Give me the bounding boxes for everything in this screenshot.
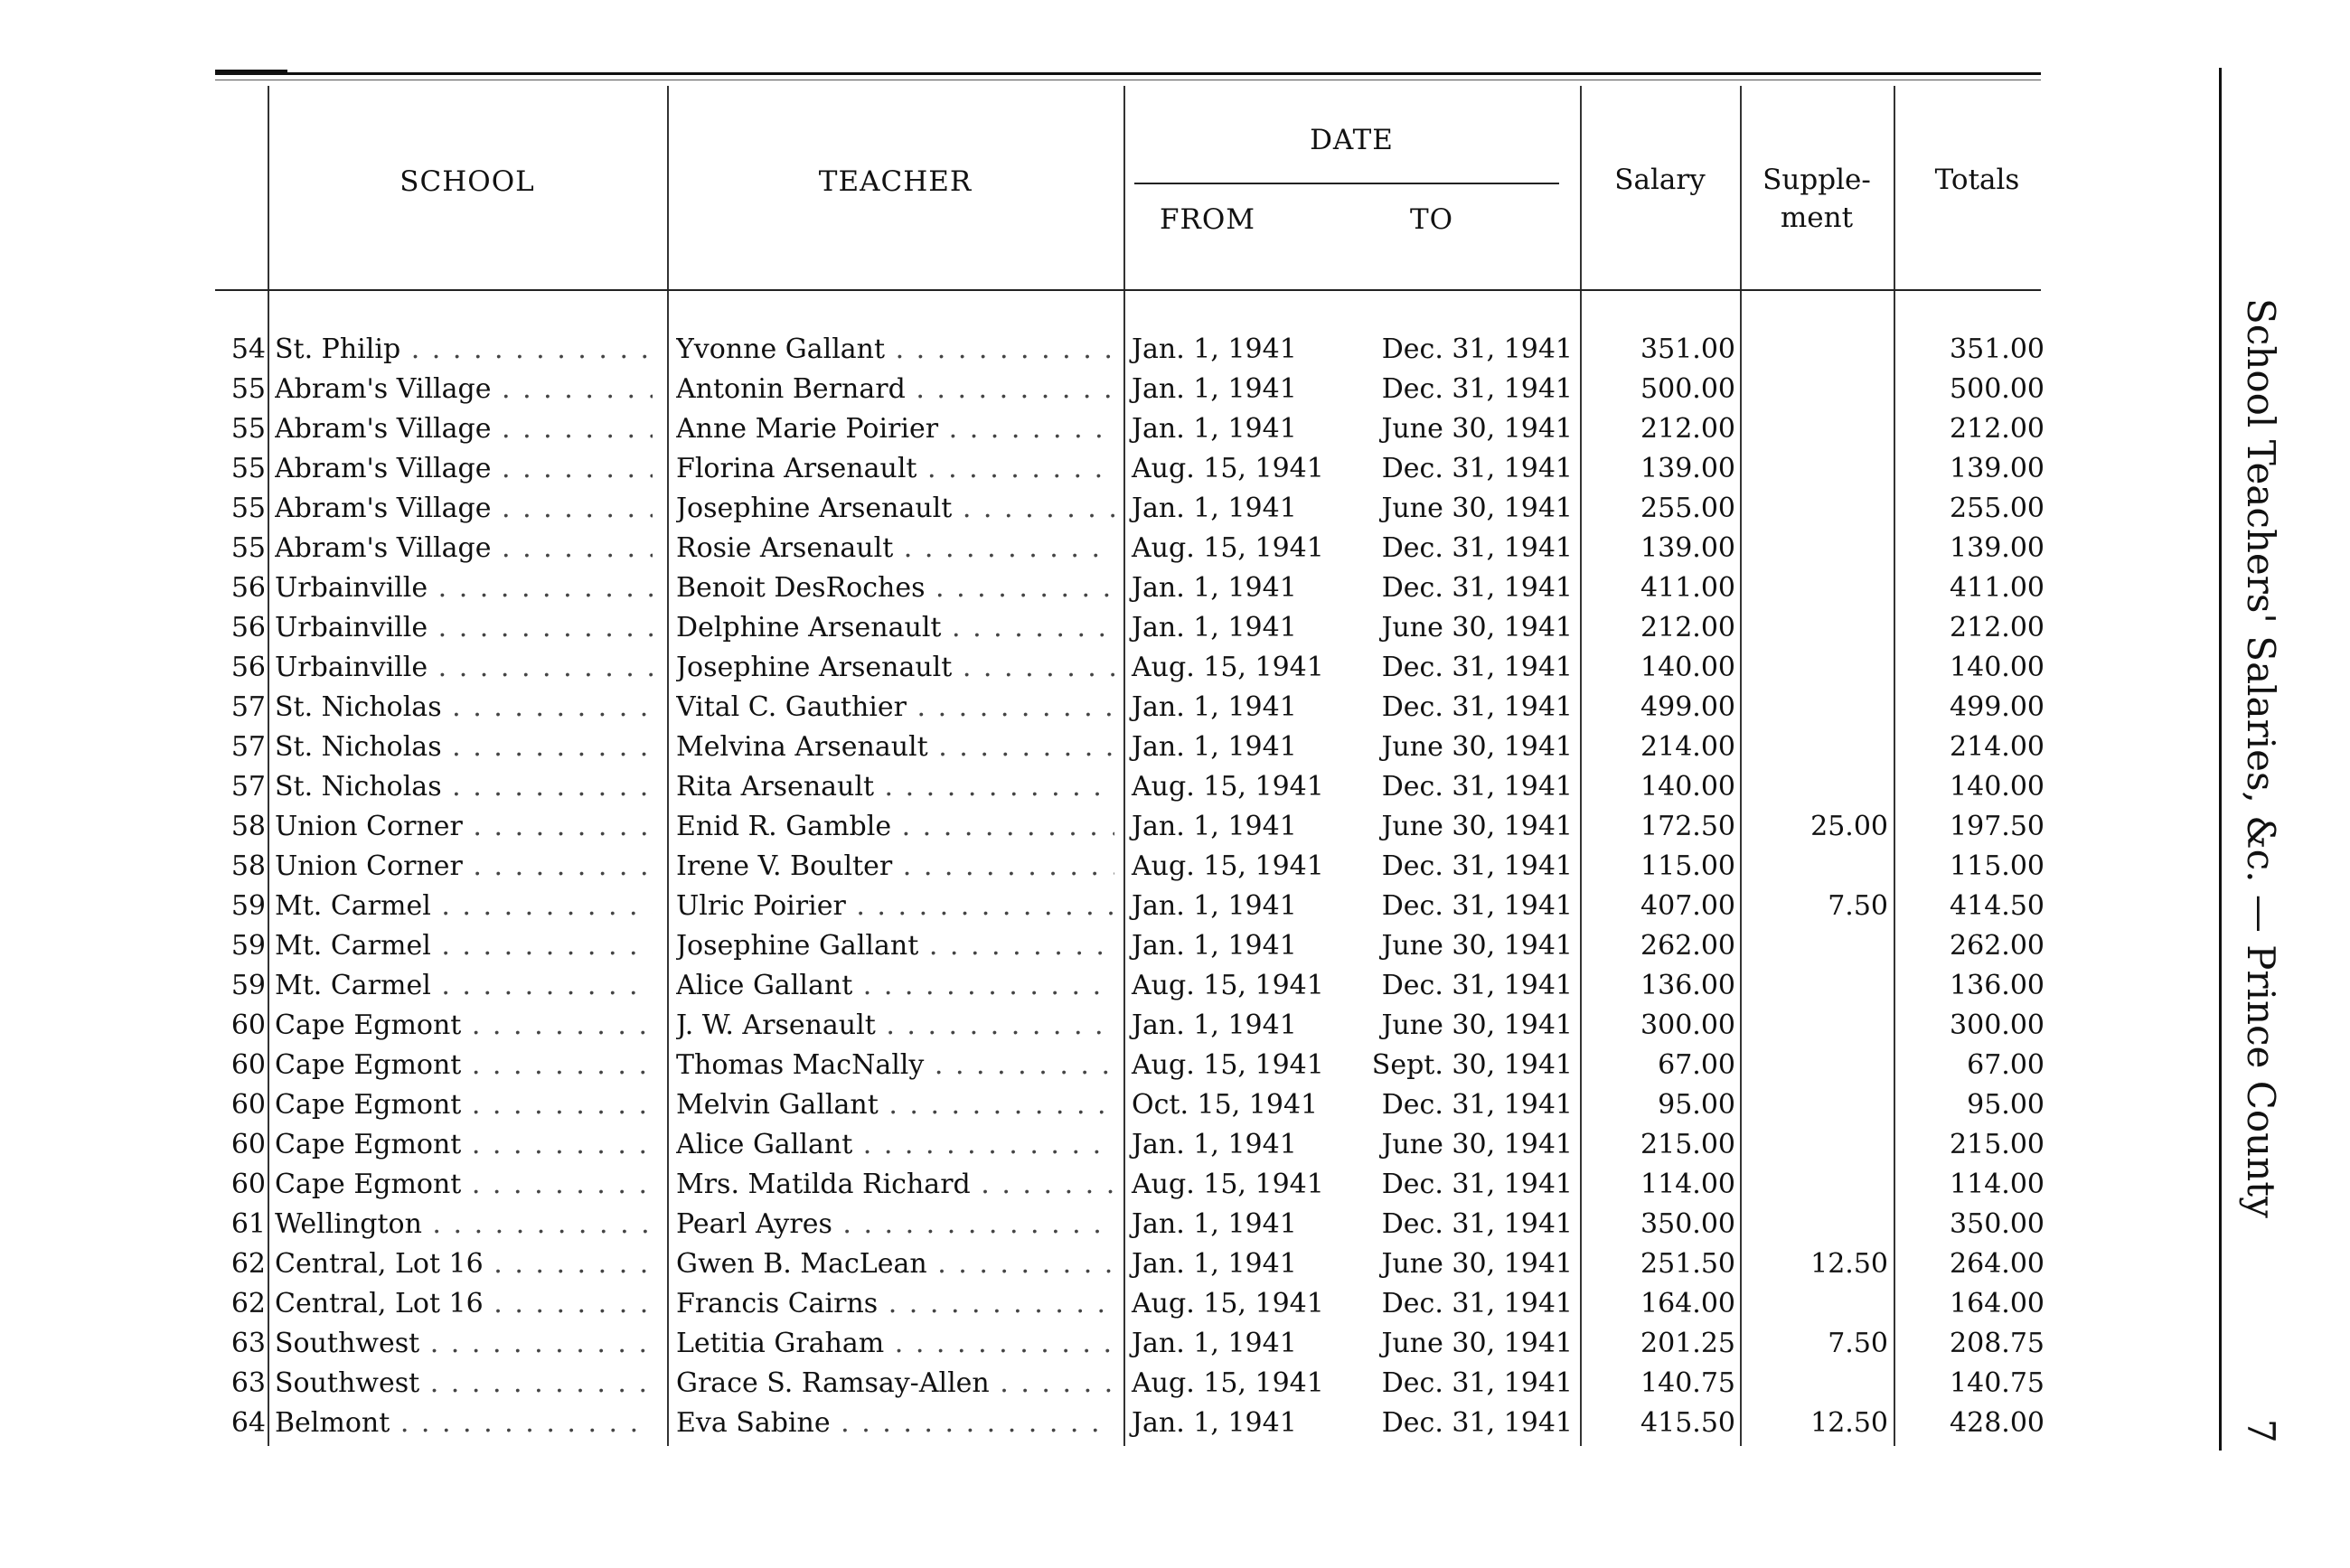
- salary-value: 212.00: [1640, 413, 1735, 445]
- row-number: 61: [230, 1208, 266, 1240]
- date-from: Jan. 1, 1941: [1132, 612, 1297, 643]
- date-from: Aug. 15, 1941: [1132, 771, 1324, 803]
- row-number: 62: [230, 1248, 266, 1280]
- row-number: 63: [230, 1367, 266, 1399]
- running-head: School Teachers' Salaries, &c. — Prince County: [2239, 298, 2283, 1218]
- salary-value: 114.00: [1640, 1169, 1735, 1200]
- date-to: Dec. 31, 1941: [1381, 850, 1573, 882]
- date-to: Dec. 31, 1941: [1381, 970, 1573, 1001]
- date-to: June 30, 1941: [1381, 1328, 1573, 1359]
- date-to: June 30, 1941: [1381, 493, 1573, 524]
- date-to: Dec. 31, 1941: [1381, 373, 1573, 405]
- school-name: Central, Lot 16 . . .: [275, 1244, 653, 1284]
- row-number: 59: [230, 890, 266, 922]
- school-name: Southwest . . .: [275, 1324, 653, 1364]
- date-to: June 30, 1941: [1381, 1248, 1573, 1280]
- salary-value: 214.00: [1640, 731, 1735, 763]
- salary-value: 201.25: [1640, 1328, 1735, 1359]
- salary-value: 136.00: [1640, 970, 1735, 1001]
- salary-value: 172.50: [1640, 811, 1735, 842]
- total-value: 350.00: [1950, 1208, 2044, 1240]
- date-from: Jan. 1, 1941: [1132, 413, 1297, 445]
- total-value: 208.75: [1950, 1328, 2044, 1359]
- date-from: Aug. 15, 1941: [1132, 970, 1324, 1001]
- school-name: Cape Egmont . . .: [275, 1006, 653, 1046]
- top-rule: [215, 72, 2041, 80]
- teacher-name: Ulric Poirier . . .: [676, 887, 1114, 926]
- row-number: 57: [230, 691, 266, 723]
- supplement-value: 12.50: [1810, 1248, 1888, 1280]
- row-number: 60: [230, 1009, 266, 1041]
- teacher-name: Yvonne Gallant . . .: [676, 330, 1114, 370]
- date-from: Jan. 1, 1941: [1132, 731, 1297, 763]
- school-name: Urbainville . . .: [275, 608, 653, 648]
- date-to: Dec. 31, 1941: [1381, 1407, 1573, 1439]
- total-value: 214.00: [1950, 731, 2044, 763]
- salary-value: 351.00: [1640, 333, 1735, 365]
- table-row: [0, 1165, 2079, 1205]
- row-number: 55: [230, 453, 266, 484]
- salary-value: 411.00: [1640, 572, 1735, 604]
- salary-value: 95.00: [1658, 1089, 1735, 1121]
- table-row: [0, 409, 2079, 449]
- teacher-name: Vital C. Gauthier . . .: [676, 688, 1114, 728]
- teacher-name: Rita Arsenault . . .: [676, 767, 1114, 807]
- margin-rule: [2219, 68, 2223, 1451]
- row-number: 56: [230, 652, 266, 683]
- salary-value: 350.00: [1640, 1208, 1735, 1240]
- date-from: Jan. 1, 1941: [1132, 333, 1297, 365]
- date-to: Dec. 31, 1941: [1381, 652, 1573, 683]
- salary-value: 407.00: [1640, 890, 1735, 922]
- school-name: Cape Egmont . . .: [275, 1085, 653, 1125]
- header-supplement-line1: Supple-: [1762, 164, 1871, 196]
- school-name: Union Corner . . .: [275, 807, 653, 847]
- date-from: Jan. 1, 1941: [1132, 1248, 1297, 1280]
- row-number: 60: [230, 1169, 266, 1200]
- table-row: [0, 529, 2079, 568]
- teacher-name: Gwen B. MacLean . . .: [676, 1244, 1114, 1284]
- date-to: Sept. 30, 1941: [1371, 1049, 1573, 1081]
- row-number: 57: [230, 771, 266, 803]
- total-value: 500.00: [1950, 373, 2044, 405]
- salary-value: 300.00: [1640, 1009, 1735, 1041]
- date-to: Dec. 31, 1941: [1381, 691, 1573, 723]
- table-row: [0, 568, 2079, 608]
- salary-value: 115.00: [1640, 850, 1735, 882]
- date-from: Oct. 15, 1941: [1132, 1089, 1319, 1121]
- row-number: 54: [230, 333, 266, 365]
- total-value: 139.00: [1950, 532, 2044, 564]
- teacher-name: Grace S. Ramsay-Allen . . .: [676, 1364, 1114, 1404]
- date-from: Jan. 1, 1941: [1132, 890, 1297, 922]
- date-header-rule: [1134, 183, 1559, 184]
- school-name: Cape Egmont . . .: [275, 1125, 653, 1165]
- table-row: [0, 807, 2079, 847]
- teacher-name: Alice Gallant . . .: [676, 966, 1114, 1006]
- date-from: Aug. 15, 1941: [1132, 1169, 1324, 1200]
- school-name: St. Nicholas . . .: [275, 688, 653, 728]
- salary-value: 212.00: [1640, 612, 1735, 643]
- table-row: [0, 330, 2079, 370]
- teacher-name: Francis Cairns . . .: [676, 1284, 1114, 1324]
- table-row: [0, 1244, 2079, 1284]
- total-value: 139.00: [1950, 453, 2044, 484]
- salary-value: 139.00: [1640, 532, 1735, 564]
- school-name: Urbainville . . .: [275, 648, 653, 688]
- header-totals: Totals: [1934, 164, 2020, 196]
- teacher-name: Letitia Graham . . .: [676, 1324, 1114, 1364]
- date-to: June 30, 1941: [1381, 1129, 1573, 1160]
- salary-value: 499.00: [1640, 691, 1735, 723]
- total-value: 164.00: [1950, 1288, 2044, 1319]
- total-value: 95.00: [1967, 1089, 2044, 1121]
- table-row: [0, 926, 2079, 966]
- total-value: 115.00: [1950, 850, 2044, 882]
- date-to: June 30, 1941: [1381, 1009, 1573, 1041]
- date-to: Dec. 31, 1941: [1381, 1089, 1573, 1121]
- salary-value: 164.00: [1640, 1288, 1735, 1319]
- date-from: Jan. 1, 1941: [1132, 1129, 1297, 1160]
- date-from: Jan. 1, 1941: [1132, 572, 1297, 604]
- row-number: 58: [230, 811, 266, 842]
- header-from: FROM: [1160, 203, 1256, 236]
- total-value: 351.00: [1950, 333, 2044, 365]
- table-row: [0, 1046, 2079, 1085]
- date-from: Jan. 1, 1941: [1132, 691, 1297, 723]
- teacher-name: Mrs. Matilda Richard . . .: [676, 1165, 1114, 1205]
- header-to: TO: [1410, 203, 1454, 236]
- table-row: [0, 648, 2079, 688]
- total-value: 212.00: [1950, 413, 2044, 445]
- salary-value: 140.00: [1640, 771, 1735, 803]
- date-to: Dec. 31, 1941: [1381, 532, 1573, 564]
- teacher-name: Josephine Arsenault . . .: [676, 489, 1114, 529]
- teacher-name: Delphine Arsenault . . .: [676, 608, 1114, 648]
- teacher-name: Thomas MacNally . . .: [676, 1046, 1114, 1085]
- total-value: 255.00: [1950, 493, 2044, 524]
- table-row: [0, 847, 2079, 887]
- date-from: Aug. 15, 1941: [1132, 1288, 1324, 1319]
- supplement-value: 12.50: [1810, 1407, 1888, 1439]
- date-from: Jan. 1, 1941: [1132, 811, 1297, 842]
- total-value: 212.00: [1950, 612, 2044, 643]
- school-name: Southwest . . .: [275, 1364, 653, 1404]
- teacher-name: Enid R. Gamble . . .: [676, 807, 1114, 847]
- table-row: [0, 1324, 2079, 1364]
- teacher-name: Melvin Gallant . . .: [676, 1085, 1114, 1125]
- school-name: Abram's Village . . .: [275, 409, 653, 449]
- salary-table-body: [0, 330, 2079, 1443]
- table-row: [0, 1404, 2079, 1443]
- total-value: 140.00: [1950, 652, 2044, 683]
- school-name: St. Philip . . .: [275, 330, 653, 370]
- teacher-name: Anne Marie Poirier . . .: [676, 409, 1114, 449]
- teacher-name: J. W. Arsenault . . .: [676, 1006, 1114, 1046]
- table-row: [0, 1284, 2079, 1324]
- date-to: June 30, 1941: [1381, 930, 1573, 962]
- table-row: [0, 608, 2079, 648]
- date-from: Aug. 15, 1941: [1132, 850, 1324, 882]
- salary-value: 140.75: [1640, 1367, 1735, 1399]
- school-name: St. Nicholas . . .: [275, 728, 653, 767]
- total-value: 140.00: [1950, 771, 2044, 803]
- date-to: Dec. 31, 1941: [1381, 572, 1573, 604]
- supplement-value: 25.00: [1810, 811, 1888, 842]
- row-number: 55: [230, 493, 266, 524]
- date-from: Aug. 15, 1941: [1132, 1049, 1324, 1081]
- date-to: June 30, 1941: [1381, 612, 1573, 643]
- date-from: Jan. 1, 1941: [1132, 373, 1297, 405]
- row-number: 55: [230, 413, 266, 445]
- header-school: SCHOOL: [400, 165, 535, 198]
- table-row: [0, 767, 2079, 807]
- date-to: Dec. 31, 1941: [1381, 890, 1573, 922]
- salary-value: 500.00: [1640, 373, 1735, 405]
- table-row: [0, 1364, 2079, 1404]
- school-name: Belmont . . .: [275, 1404, 653, 1443]
- row-number: 63: [230, 1328, 266, 1359]
- table-row: [0, 1205, 2079, 1244]
- teacher-name: Josephine Gallant . . .: [676, 926, 1114, 966]
- table-row: [0, 489, 2079, 529]
- row-number: 58: [230, 850, 266, 882]
- supplement-value: 7.50: [1828, 1328, 1888, 1359]
- row-number: 59: [230, 970, 266, 1001]
- row-number: 60: [230, 1089, 266, 1121]
- table-row: [0, 1085, 2079, 1125]
- date-from: Jan. 1, 1941: [1132, 493, 1297, 524]
- date-from: Jan. 1, 1941: [1132, 1208, 1297, 1240]
- row-number: 64: [230, 1407, 266, 1439]
- salary-value: 215.00: [1640, 1129, 1735, 1160]
- total-value: 114.00: [1950, 1169, 2044, 1200]
- table-row: [0, 1006, 2079, 1046]
- school-name: Wellington . . .: [275, 1205, 653, 1244]
- teacher-name: Rosie Arsenault . . .: [676, 529, 1114, 568]
- date-from: Jan. 1, 1941: [1132, 1009, 1297, 1041]
- total-value: 414.50: [1950, 890, 2044, 922]
- total-value: 300.00: [1950, 1009, 2044, 1041]
- total-value: 215.00: [1950, 1129, 2044, 1160]
- teacher-name: Benoit DesRoches . . .: [676, 568, 1114, 608]
- total-value: 140.75: [1950, 1367, 2044, 1399]
- total-value: 411.00: [1950, 572, 2044, 604]
- school-name: Mt. Carmel . . .: [275, 887, 653, 926]
- total-value: 197.50: [1950, 811, 2044, 842]
- table-row: [0, 966, 2079, 1006]
- teacher-name: Alice Gallant . . .: [676, 1125, 1114, 1165]
- date-from: Jan. 1, 1941: [1132, 1328, 1297, 1359]
- school-name: Cape Egmont . . .: [275, 1165, 653, 1205]
- teacher-name: Antonin Bernard . . .: [676, 370, 1114, 409]
- table-row: [0, 1125, 2079, 1165]
- teacher-name: Melvina Arsenault . . .: [676, 728, 1114, 767]
- date-to: June 30, 1941: [1381, 731, 1573, 763]
- row-number: 55: [230, 532, 266, 564]
- school-name: Mt. Carmel . . .: [275, 966, 653, 1006]
- table-row: [0, 887, 2079, 926]
- table-row: [0, 728, 2079, 767]
- header-teacher: TEACHER: [818, 165, 973, 198]
- row-number: 57: [230, 731, 266, 763]
- school-name: Mt. Carmel . . .: [275, 926, 653, 966]
- table-row: [0, 370, 2079, 409]
- salary-value: 251.50: [1640, 1248, 1735, 1280]
- total-value: 499.00: [1950, 691, 2044, 723]
- total-value: 428.00: [1950, 1407, 2044, 1439]
- date-from: Jan. 1, 1941: [1132, 930, 1297, 962]
- row-number: 59: [230, 930, 266, 962]
- teacher-name: Pearl Ayres . . .: [676, 1205, 1114, 1244]
- school-name: Abram's Village . . .: [275, 449, 653, 489]
- table-row: [0, 449, 2079, 489]
- school-name: Abram's Village . . .: [275, 370, 653, 409]
- teacher-name: Eva Sabine . . .: [676, 1404, 1114, 1443]
- salary-value: 67.00: [1658, 1049, 1735, 1081]
- header-rule: [215, 289, 2041, 291]
- date-from: Aug. 15, 1941: [1132, 453, 1324, 484]
- page-number: 7: [2239, 1419, 2283, 1443]
- header-salary: Salary: [1614, 164, 1706, 196]
- date-to: Dec. 31, 1941: [1381, 1169, 1573, 1200]
- school-name: Urbainville . . .: [275, 568, 653, 608]
- salary-value: 139.00: [1640, 453, 1735, 484]
- date-to: Dec. 31, 1941: [1381, 1288, 1573, 1319]
- school-name: Abram's Village . . .: [275, 529, 653, 568]
- row-number: 62: [230, 1288, 266, 1319]
- row-number: 56: [230, 572, 266, 604]
- total-value: 136.00: [1950, 970, 2044, 1001]
- date-to: Dec. 31, 1941: [1381, 333, 1573, 365]
- header-date: DATE: [1310, 124, 1394, 156]
- row-number: 56: [230, 612, 266, 643]
- school-name: St. Nicholas . . .: [275, 767, 653, 807]
- salary-value: 415.50: [1640, 1407, 1735, 1439]
- salary-value: 140.00: [1640, 652, 1735, 683]
- date-to: Dec. 31, 1941: [1381, 771, 1573, 803]
- date-from: Aug. 15, 1941: [1132, 1367, 1324, 1399]
- school-name: Union Corner . . .: [275, 847, 653, 887]
- date-to: June 30, 1941: [1381, 811, 1573, 842]
- school-name: Central, Lot 16 . . .: [275, 1284, 653, 1324]
- date-from: Aug. 15, 1941: [1132, 532, 1324, 564]
- date-to: Dec. 31, 1941: [1381, 1208, 1573, 1240]
- date-to: Dec. 31, 1941: [1381, 1367, 1573, 1399]
- table-row: [0, 688, 2079, 728]
- date-to: June 30, 1941: [1381, 413, 1573, 445]
- row-number: 60: [230, 1049, 266, 1081]
- date-to: Dec. 31, 1941: [1381, 453, 1573, 484]
- header-supplement-line2: ment: [1780, 202, 1854, 234]
- salary-value: 262.00: [1640, 930, 1735, 962]
- school-name: Cape Egmont . . .: [275, 1046, 653, 1085]
- teacher-name: Josephine Arsenault . . .: [676, 648, 1114, 688]
- header-supplement: [1740, 161, 1894, 237]
- date-from: Jan. 1, 1941: [1132, 1407, 1297, 1439]
- row-number: 60: [230, 1129, 266, 1160]
- total-value: 67.00: [1967, 1049, 2044, 1081]
- total-value: 262.00: [1950, 930, 2044, 962]
- teacher-name: Florina Arsenault . . .: [676, 449, 1114, 489]
- salary-value: 255.00: [1640, 493, 1735, 524]
- total-value: 264.00: [1950, 1248, 2044, 1280]
- date-from: Aug. 15, 1941: [1132, 652, 1324, 683]
- row-number: 55: [230, 373, 266, 405]
- teacher-name: Irene V. Boulter . . .: [676, 847, 1114, 887]
- supplement-value: 7.50: [1828, 890, 1888, 922]
- school-name: Abram's Village . . .: [275, 489, 653, 529]
